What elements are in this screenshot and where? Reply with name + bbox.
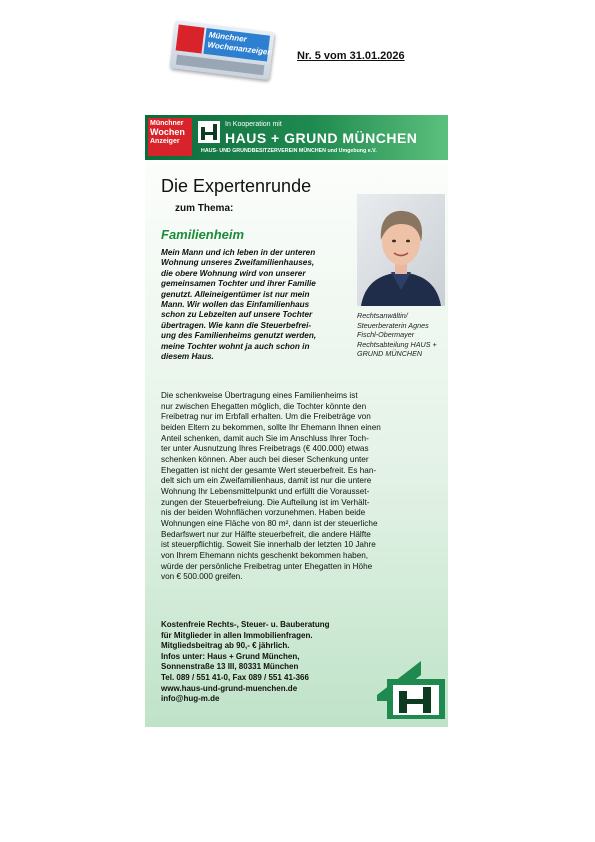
answer-line: Die schenkweise Übertragung eines Familienheims ist — [161, 391, 358, 400]
question-line: schon zu Lebzeiten auf unsere Tochter — [161, 310, 313, 320]
expert-answer — [161, 391, 441, 583]
question-line: die obere Wohnung wird von unserer — [161, 268, 306, 278]
caption-line: Rechtsanwältin/ — [357, 311, 408, 320]
newspaper-logo — [168, 22, 274, 78]
cooperation-label: In Kooperation mit — [225, 121, 282, 128]
article-subheading: zum Thema: — [175, 203, 234, 214]
answer-line: ist steuerpflichtig. Soweit Sie innerhalb der letzten 10 Jahre — [161, 540, 376, 550]
article-header — [145, 115, 448, 160]
question-line: übertragen. Wie kann die Steuerbefrei- — [161, 320, 312, 330]
caption-line: Agnes — [408, 320, 429, 330]
newspaper-title: Münchner Wochenanzeiger — [203, 28, 270, 62]
answer-line: nis der beiden Wohnflächen vorzunehmen. Haben beide — [161, 508, 366, 518]
expert-portrait-image — [357, 194, 445, 306]
answer-line: delt sich um ein Zweifamilienhaus, damit ist nur die untere — [161, 476, 372, 486]
caption-line: Rechtsabteilung — [357, 339, 409, 349]
answer-line: nur zwischen Ehegatten möglich, die Tochter könnte den — [161, 401, 367, 411]
haus-grund-house-icon — [377, 661, 445, 719]
email-link[interactable]: info@hug-m.de — [161, 694, 220, 704]
newspaper-roll-image — [169, 20, 274, 80]
answer-line: zungen der Steuerbefreiung. Die Aufteilung ist im Verhält- — [161, 497, 370, 507]
answer-line: Wohnungen eine Fläche von 80 m², dann ist der steuerliche — [161, 518, 378, 528]
question-line: Mann. Wir wollen das Einfamilienhaus — [161, 300, 310, 310]
footer-line: Infos unter: Haus + Grund München, — [161, 651, 300, 661]
caption-line: Steuerberaterin — [357, 320, 407, 330]
answer-line: ter unter Ausnutzung Ihres Freibetrags (€ 400.000) etwas — [161, 444, 369, 454]
question-line: ung des Familienheims genutzt werden, — [161, 331, 317, 341]
footer-line: für Mitglieder in allen Immobilienfragen. — [161, 630, 313, 640]
answer-line: Wohnung Ihr Lebensmittelpunkt und erfüllt die Vorausset- — [161, 486, 370, 496]
wochenanzeiger-badge — [148, 118, 192, 156]
answer-line: Ehegatten ist nicht der gesamte Wert steuerbefreit. Es han- — [161, 465, 377, 475]
newspaper-badge — [176, 25, 205, 54]
answer-line: Anteil schenken, damit auch Sie im Anschluss Ihrer Toch- — [161, 433, 369, 443]
question-line: Wohnung unseres Zweifamilienhauses, — [161, 258, 315, 268]
question-line: meine Tochter wohnt ja auch schon in — [161, 341, 310, 351]
answer-line: von Ihrem Ehemann nichts geschenkt bekommen haben, — [161, 550, 369, 560]
question-line: Mein Mann und ich leben in der unteren — [161, 248, 316, 257]
badge-line-2: Wochen — [150, 127, 185, 137]
answer-line: schenken können. Aber auch bei dieser Schenkung unter — [161, 454, 369, 464]
badge-line-1: Münchner — [150, 120, 184, 127]
membership-info — [161, 620, 376, 705]
answer-line: Freibetrag nur im Erbfall erhalten. Um die Freibeträge von — [161, 412, 371, 422]
footer-line: Kostenfreie Rechts-, Steuer- u. Bauberatung — [161, 620, 330, 629]
org-subtitle: HAUS- UND GRUNDBESITZERVEREIN MÜNCHEN und Umgebung e.V. — [201, 148, 377, 154]
answer-line: würde der persönliche Freibetrag unter Ehegatten in Höhe — [161, 561, 373, 571]
answer-line: Bedarfswert nur zur Hälfte steuerbefreit, die andere Hälfte — [161, 529, 371, 539]
question-line: gemeinsamen Tochter und ihrer Familie — [161, 279, 316, 289]
reader-question — [161, 248, 352, 362]
caption-line: HAUS + GRUND — [357, 339, 437, 358]
footer-line: Sonnenstraße 13 III, 80331 München — [161, 662, 299, 672]
article-box — [145, 115, 448, 727]
badge-line-3: Anzeiger — [150, 138, 180, 145]
footer-line: Tel. 089 / 551 41-0, Fax 089 / 551 41-366 — [161, 672, 309, 682]
website-link[interactable]: www.haus-und-grund-muenchen.de — [161, 683, 298, 693]
answer-line: beiden Eltern zu bekommen, sollte Ihr Ehemann Ihnen einen — [161, 422, 381, 432]
question-line: genutzt. Alleineigentümer ist nur mein — [161, 289, 310, 299]
org-name: HAUS + GRUND MÜNCHEN — [225, 130, 418, 146]
question-line: diesem Haus. — [161, 352, 214, 362]
footer-line: Mitgliedsbeitrag ab 90,- € jährlich. — [161, 641, 290, 651]
answer-line: von € 500.000 greifen. — [161, 572, 243, 582]
issue-label: Nr. 5 vom 31.01.2026 — [297, 50, 405, 62]
haus-grund-logo-icon — [198, 121, 220, 143]
caption-line: Fischl-Obermayer — [357, 330, 415, 339]
expert-caption — [357, 311, 445, 359]
article-topic: Familienheim — [161, 227, 245, 242]
caption-line: MÜNCHEN — [385, 349, 423, 358]
article-heading: Die Expertenrunde — [161, 176, 312, 196]
